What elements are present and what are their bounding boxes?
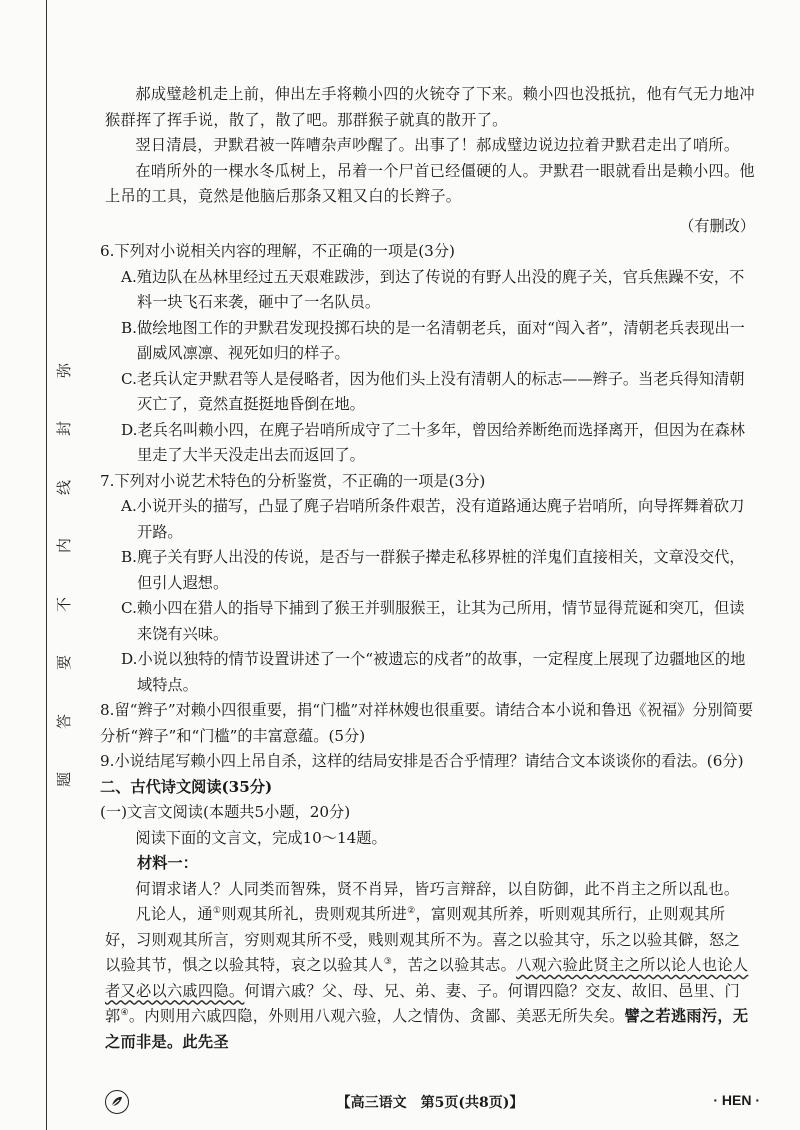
question-7-option-c: C.赖小四在猎人的指导下捕到了猴王并驯服猴王，让其为己所用，情节显得荒诞和突兀，但读来饶有兴味。 [121,599,745,643]
question-6-option-b: B.做绘地图工作的尹默君发现投掷石块的是一名清朝老兵，面对“闯入者”，清朝老兵表现出一副威风凛凛、视死如归的样子。 [121,318,745,362]
edit-note: （有删改） [679,216,755,235]
binding-line [46,0,47,1130]
subsection-heading: (一)文言文阅读(本题共5小题，20分) [100,803,351,821]
question-6-stem: 6.下列对小说相关内容的理解，不正确的一项是(3分) [100,242,455,260]
question-7-option-b: B.麂子关有野人出没的传说，是否与一群猴子撵走私移界桩的洋鬼们直接相关，文章没交代，但引人遐想。 [121,548,745,592]
classical-paragraph-1: 何谓求诸人？人同类而智殊，贤不肖异，皆巧言辩辞，以自防御，此不肖主之所以乱也。 [135,879,740,898]
question-7-option-a: A.小说开头的描写，凸显了麂子岩哨所条件艰苦，没有道路通达麂子岩哨所，向导挥舞着砍刀开路。 [121,497,745,541]
publisher-logo-icon [105,1090,129,1114]
question-6-option-c: C.老兵认定尹默君等人是侵略者，因为他们头上没有清朝人的标志——辫子。当老兵得知清朝灭亡了，竟然直挺挺地昏倒在地。 [121,369,745,413]
seal-warning [50,360,78,790]
page-footer [0,1088,800,1118]
seal-char: 要 [55,655,74,671]
question-7-stem: 7.下列对小说艺术特色的分析鉴赏，不正确的一项是(3分) [100,471,486,490]
seal-char: 封 [55,421,74,437]
question-6-option-a: A.殖边队在丛林里经过五天艰难跋涉，到达了传说的有野人出没的麂子关，官兵焦躁不安，不料一块飞石来袭，砸中了一名队员。 [121,267,745,311]
question-7-option-d: D.小说以独特的情节设置讲述了一个“被遗忘的戍者”的故事，一定程度上展现了边疆地区的地域特点。 [121,650,746,694]
seal-char: 题 [55,771,74,787]
seal-char: 内 [55,538,74,554]
section-heading: 二、古代诗文阅读(35分) [100,777,273,796]
question-9: 9.小说结尾写赖小四上吊自杀，这样的结局安排是否合乎情理？请结合文本谈谈你的看法。(6分) [100,752,744,770]
material-label: 材料一： [137,854,198,872]
exam-code: · HEN · [713,1092,760,1108]
question-6-option-d: D.老兵名叫赖小四，在麂子岩哨所成守了二十多年，曾因给养断绝而选择离开，但因为在森林里走了大半天没走出去而返回了。 [121,420,745,464]
story-paragraph: 郝成璧趁机走上前，伸出左手将赖小四的火铳夺了下来。赖小四也没抵抗，他有气无力地冲猴群挥了挥手说，散了，散了吧。那群猴子就真的散开了。 [105,85,755,129]
wavy-underlined-sentence: 八观六验此贤主之所以论人也论人者又必以六戚四隐。 [105,956,749,1000]
page-number: 【高三语文 第5页(共8页)】 [336,1095,524,1111]
seal-char: 线 [55,479,74,495]
seal-char: 弥 [55,362,74,379]
seal-char: 答 [55,713,74,729]
story-paragraph: 翌日清晨，尹默君被一阵嘈杂声吵醒了。出事了！郝成璧边说边拉着尹默君走出了哨所。 [135,136,740,154]
page-content [100,82,755,1055]
story-paragraph: 在哨所外的一棵水冬瓜树上，吊着一个尸首已经僵硬的人。尹默君一眼就看出是赖小四。他上吊的工具，竟然是他脑后那条又粗又白的长辫子。 [105,161,755,205]
question-8: 8.留“辫子”对赖小四很重要，捐“门槛”对祥林嫂也很重要。请结合本小说和鲁迅《祝福》分别简要分析“辫子”和“门槛”的丰富意蕴。(5分) [100,701,754,745]
reading-instruction: 阅读下面的文言文，完成10～14题。 [135,828,387,847]
seal-char: 不 [55,596,74,612]
classical-paragraph-2: 凡论人，通①则观其所礼，贵则观其所进②，富则观其所养，听则观其所行，止则观其所好，习则观其所言，穷则观其所不受，贱则观其所不为。喜之以验其守，乐之以验其僻，怒之以验其节，惧之以验其特，哀之以验其人③，苦之以验其志。八观六验此贤主之所以论人也论人者又必以六戚四隐。何谓六戚？父、母、兄、弟、妻、子。何谓四隐？交友、故旧、邑里、门郭④。内则用六戚四隐，外则用八观六验，人之情伪、贪鄙、美恶无所失矣。譬之若逃雨污，无之而非是。此先圣 [105,905,749,1051]
